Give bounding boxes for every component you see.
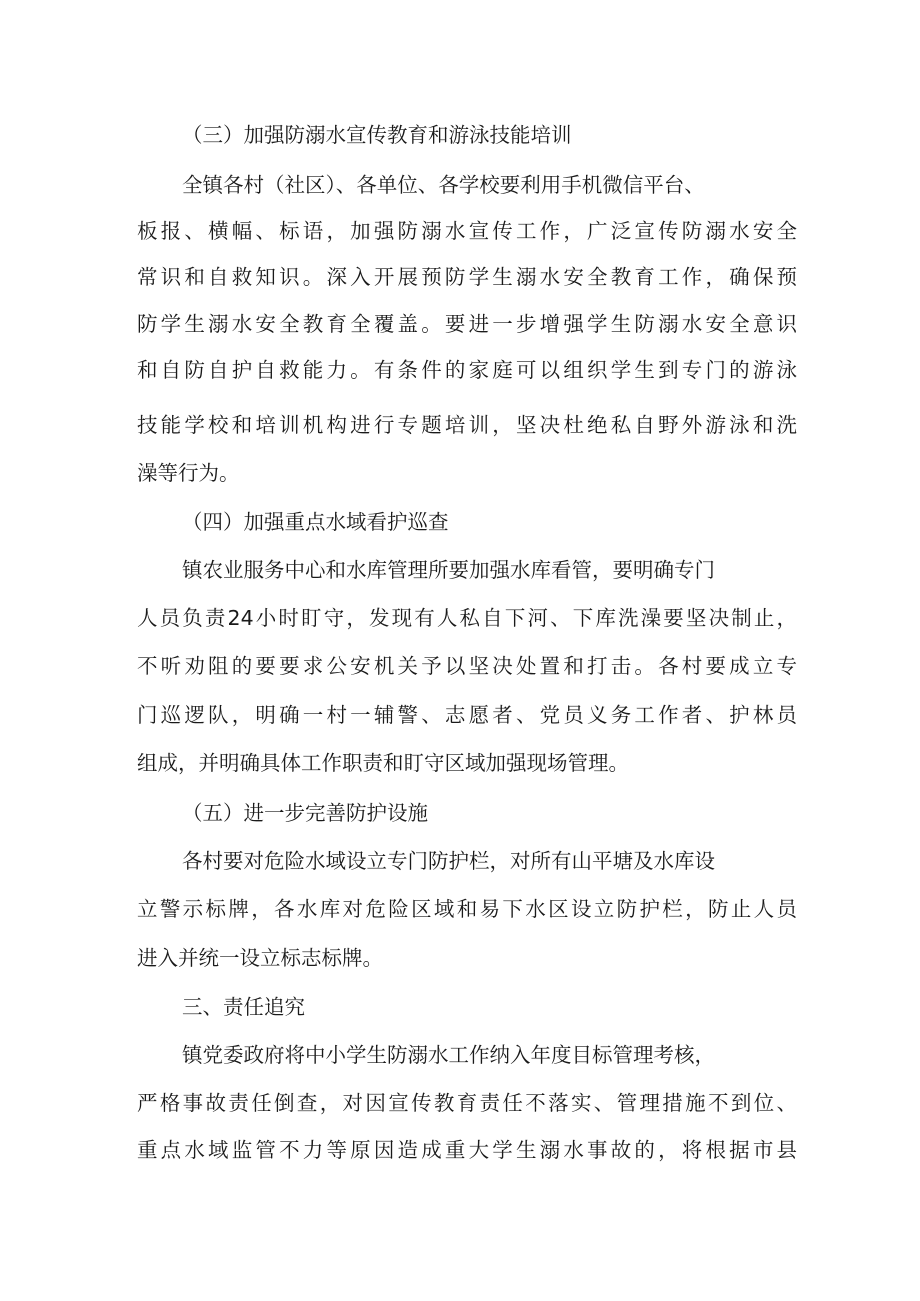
paragraph-line: 门巡逻队，明确一村一辅警、志愿者、党员义务工作者、护林员: [137, 703, 797, 727]
paragraph-line: 技能学校和培训机构进行专题培训，坚决杜绝私自野外游泳和洗: [137, 413, 797, 437]
paragraph-line: 全镇各村（社区）、各单位、各学校要利用手机微信平台、: [182, 173, 705, 197]
paragraph-line: 镇党委政府将中小学生防溺水工作纳入年度目标管理考核，: [182, 1043, 715, 1067]
paragraph-line: 不听劝阻的要要求公安机关予以坚决处置和打击。各村要成立专: [137, 654, 797, 678]
section-heading-3: （三）加强防溺水宣传教育和游泳技能培训: [182, 123, 572, 147]
paragraph-line: 防学生溺水安全教育全覆盖。要进一步增强学生防溺水安全意识: [137, 312, 797, 336]
section-heading-4: （四）加强重点水域看护巡查: [182, 510, 449, 534]
paragraph-line: 板报、横幅、标语，加强防溺水宣传工作，广泛宣传防溺水安全: [137, 219, 797, 243]
paragraph-line: 重点水域监管不力等原因造成重大学生溺水事故的，将根据市县: [137, 1138, 797, 1162]
paragraph-line: 立警示标牌，各水库对危险区域和易下水区设立防护栏，防止人员: [137, 897, 797, 921]
paragraph-line: 常识和自救知识。深入开展预防学生溺水安全教育工作，确保预: [137, 265, 797, 289]
section-heading-three: 三、责任追究: [182, 995, 305, 1019]
paragraph-line: 组成，并明确具体工作职责和盯守区域加强现场管理。: [137, 751, 629, 775]
paragraph-line: 严格事故责任倒查，对因宣传教育责任不落实、管理措施不到位、: [137, 1091, 797, 1115]
paragraph-line: 人员负责24小时盯守，发现有人私自下河、下库洗澡要坚决制止，: [137, 606, 797, 630]
paragraph-line: 各村要对危险水域设立专门防护栏，对所有山平塘及水库设: [182, 849, 715, 873]
paragraph-line: 进入并统一设立标志标牌。: [137, 946, 383, 970]
paragraph-line: 镇农业服务中心和水库管理所要加强水库看管，要明确专门: [182, 558, 715, 582]
paragraph-line: 澡等行为。: [137, 461, 240, 485]
paragraph-line: 和自防自护自救能力。有条件的家庭可以组织学生到专门的游泳: [137, 358, 797, 382]
section-heading-5: （五）进一步完善防护设施: [182, 801, 428, 825]
